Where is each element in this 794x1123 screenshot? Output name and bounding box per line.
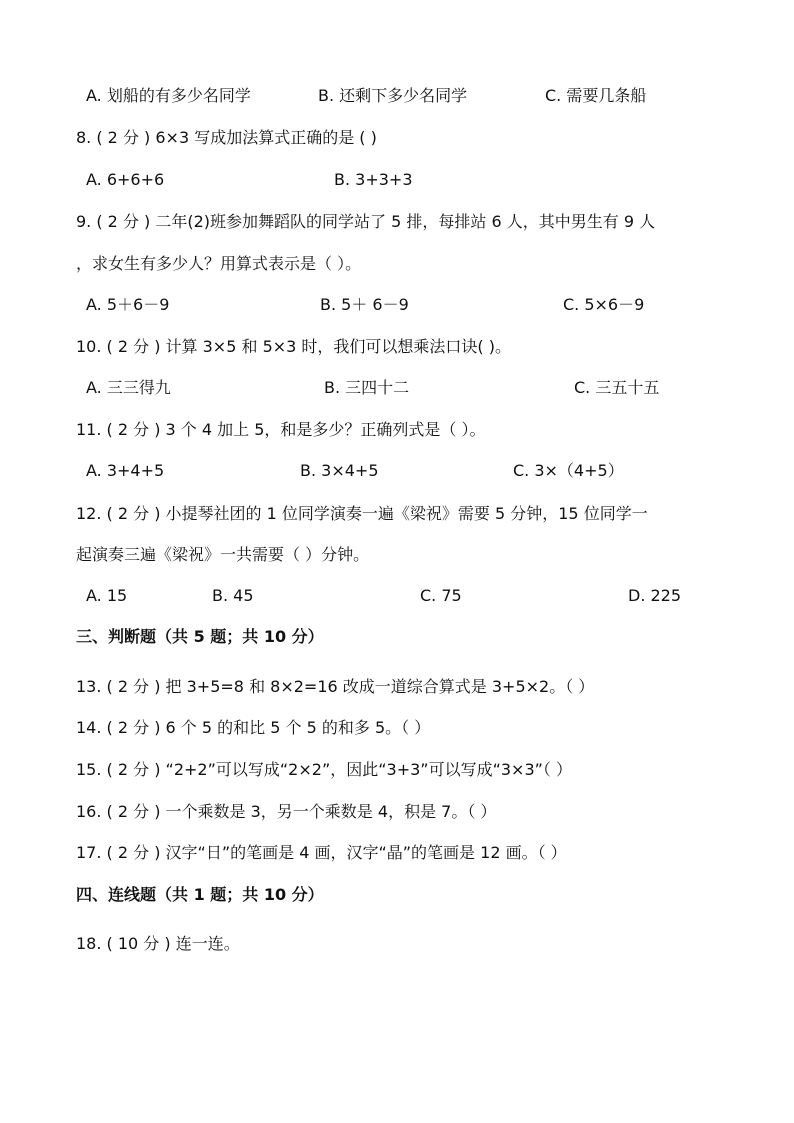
question-stem: 13. ( 2 分 ) 把 3+5=8 和 8×2=16 改成一道综合算式是 3+5×2。（ ） bbox=[76, 677, 595, 696]
question-stem: 起演奏三遍《梁祝》一共需要（ ）分钟。 bbox=[76, 545, 370, 564]
option-text: A. 5＋6－9 bbox=[86, 295, 170, 314]
option-text: C. 5×6－9 bbox=[563, 295, 645, 314]
question-stem: 18. ( 10 分 ) 连一连。 bbox=[76, 934, 240, 953]
question-stem: 14. ( 2 分 ) 6 个 5 的和比 5 个 5 的和多 5。（ ） bbox=[76, 718, 431, 737]
section-heading: 四、连线题（共 1 题；共 10 分） bbox=[76, 885, 324, 904]
question-stem: 15. ( 2 分 ) “2+2”可以写成“2×2”，因此“3+3”可以写成“3×3”（ ） bbox=[76, 760, 573, 779]
option-text: B. 3+3+3 bbox=[334, 170, 413, 189]
question-stem: 11. ( 2 分 ) 3 个 4 加上 5，和是多少？正确列式是（ ）。 bbox=[76, 420, 486, 439]
option-text: B. 三四十二 bbox=[324, 378, 410, 397]
question-stem: 16. ( 2 分 ) 一个乘数是 3，另一个乘数是 4，积是 7。（ ） bbox=[76, 802, 497, 821]
option-text: A. 6+6+6 bbox=[86, 170, 165, 189]
question-stem: 17. ( 2 分 ) 汉字“日”的笔画是 4 画，汉字“晶”的笔画是 12 画。（ ） bbox=[76, 843, 567, 862]
question-stem: 8. ( 2 分 ) 6×3 写成加法算式正确的是 ( ) bbox=[76, 128, 377, 147]
option-text: A. 15 bbox=[86, 586, 128, 605]
option-text: B. 3×4+5 bbox=[300, 461, 379, 480]
option-text: D. 225 bbox=[628, 586, 682, 605]
question-stem: 12. ( 2 分 ) 小提琴社团的 1 位同学演奏一遍《梁祝》需要 5 分钟，15 位同学一 bbox=[76, 504, 648, 523]
option-text: A. 划船的有多少名同学 bbox=[86, 86, 251, 105]
option-text: C. 3×（4+5） bbox=[513, 461, 624, 480]
section-heading: 三、判断题（共 5 题；共 10 分） bbox=[76, 627, 324, 646]
option-text: C. 三五十五 bbox=[574, 378, 660, 397]
question-stem: ，求女生有多少人？用算式表示是（ ）。 bbox=[76, 254, 362, 273]
option-text: A. 三三得九 bbox=[86, 378, 171, 397]
option-text: A. 3+4+5 bbox=[86, 461, 165, 480]
question-stem: 10. ( 2 分 ) 计算 3×5 和 5×3 时，我们可以想乘法口诀( )。 bbox=[76, 337, 511, 356]
option-text: C. 需要几条船 bbox=[545, 86, 647, 105]
option-text: B. 45 bbox=[212, 586, 254, 605]
option-text: B. 还剩下多少名同学 bbox=[318, 86, 468, 105]
question-stem: 9. ( 2 分 ) 二年(2)班参加舞蹈队的同学站了 5 排，每排站 6 人，其中男生有 9 人 bbox=[76, 212, 656, 231]
option-text: C. 75 bbox=[420, 586, 462, 605]
option-text: B. 5＋ 6－9 bbox=[320, 295, 409, 314]
